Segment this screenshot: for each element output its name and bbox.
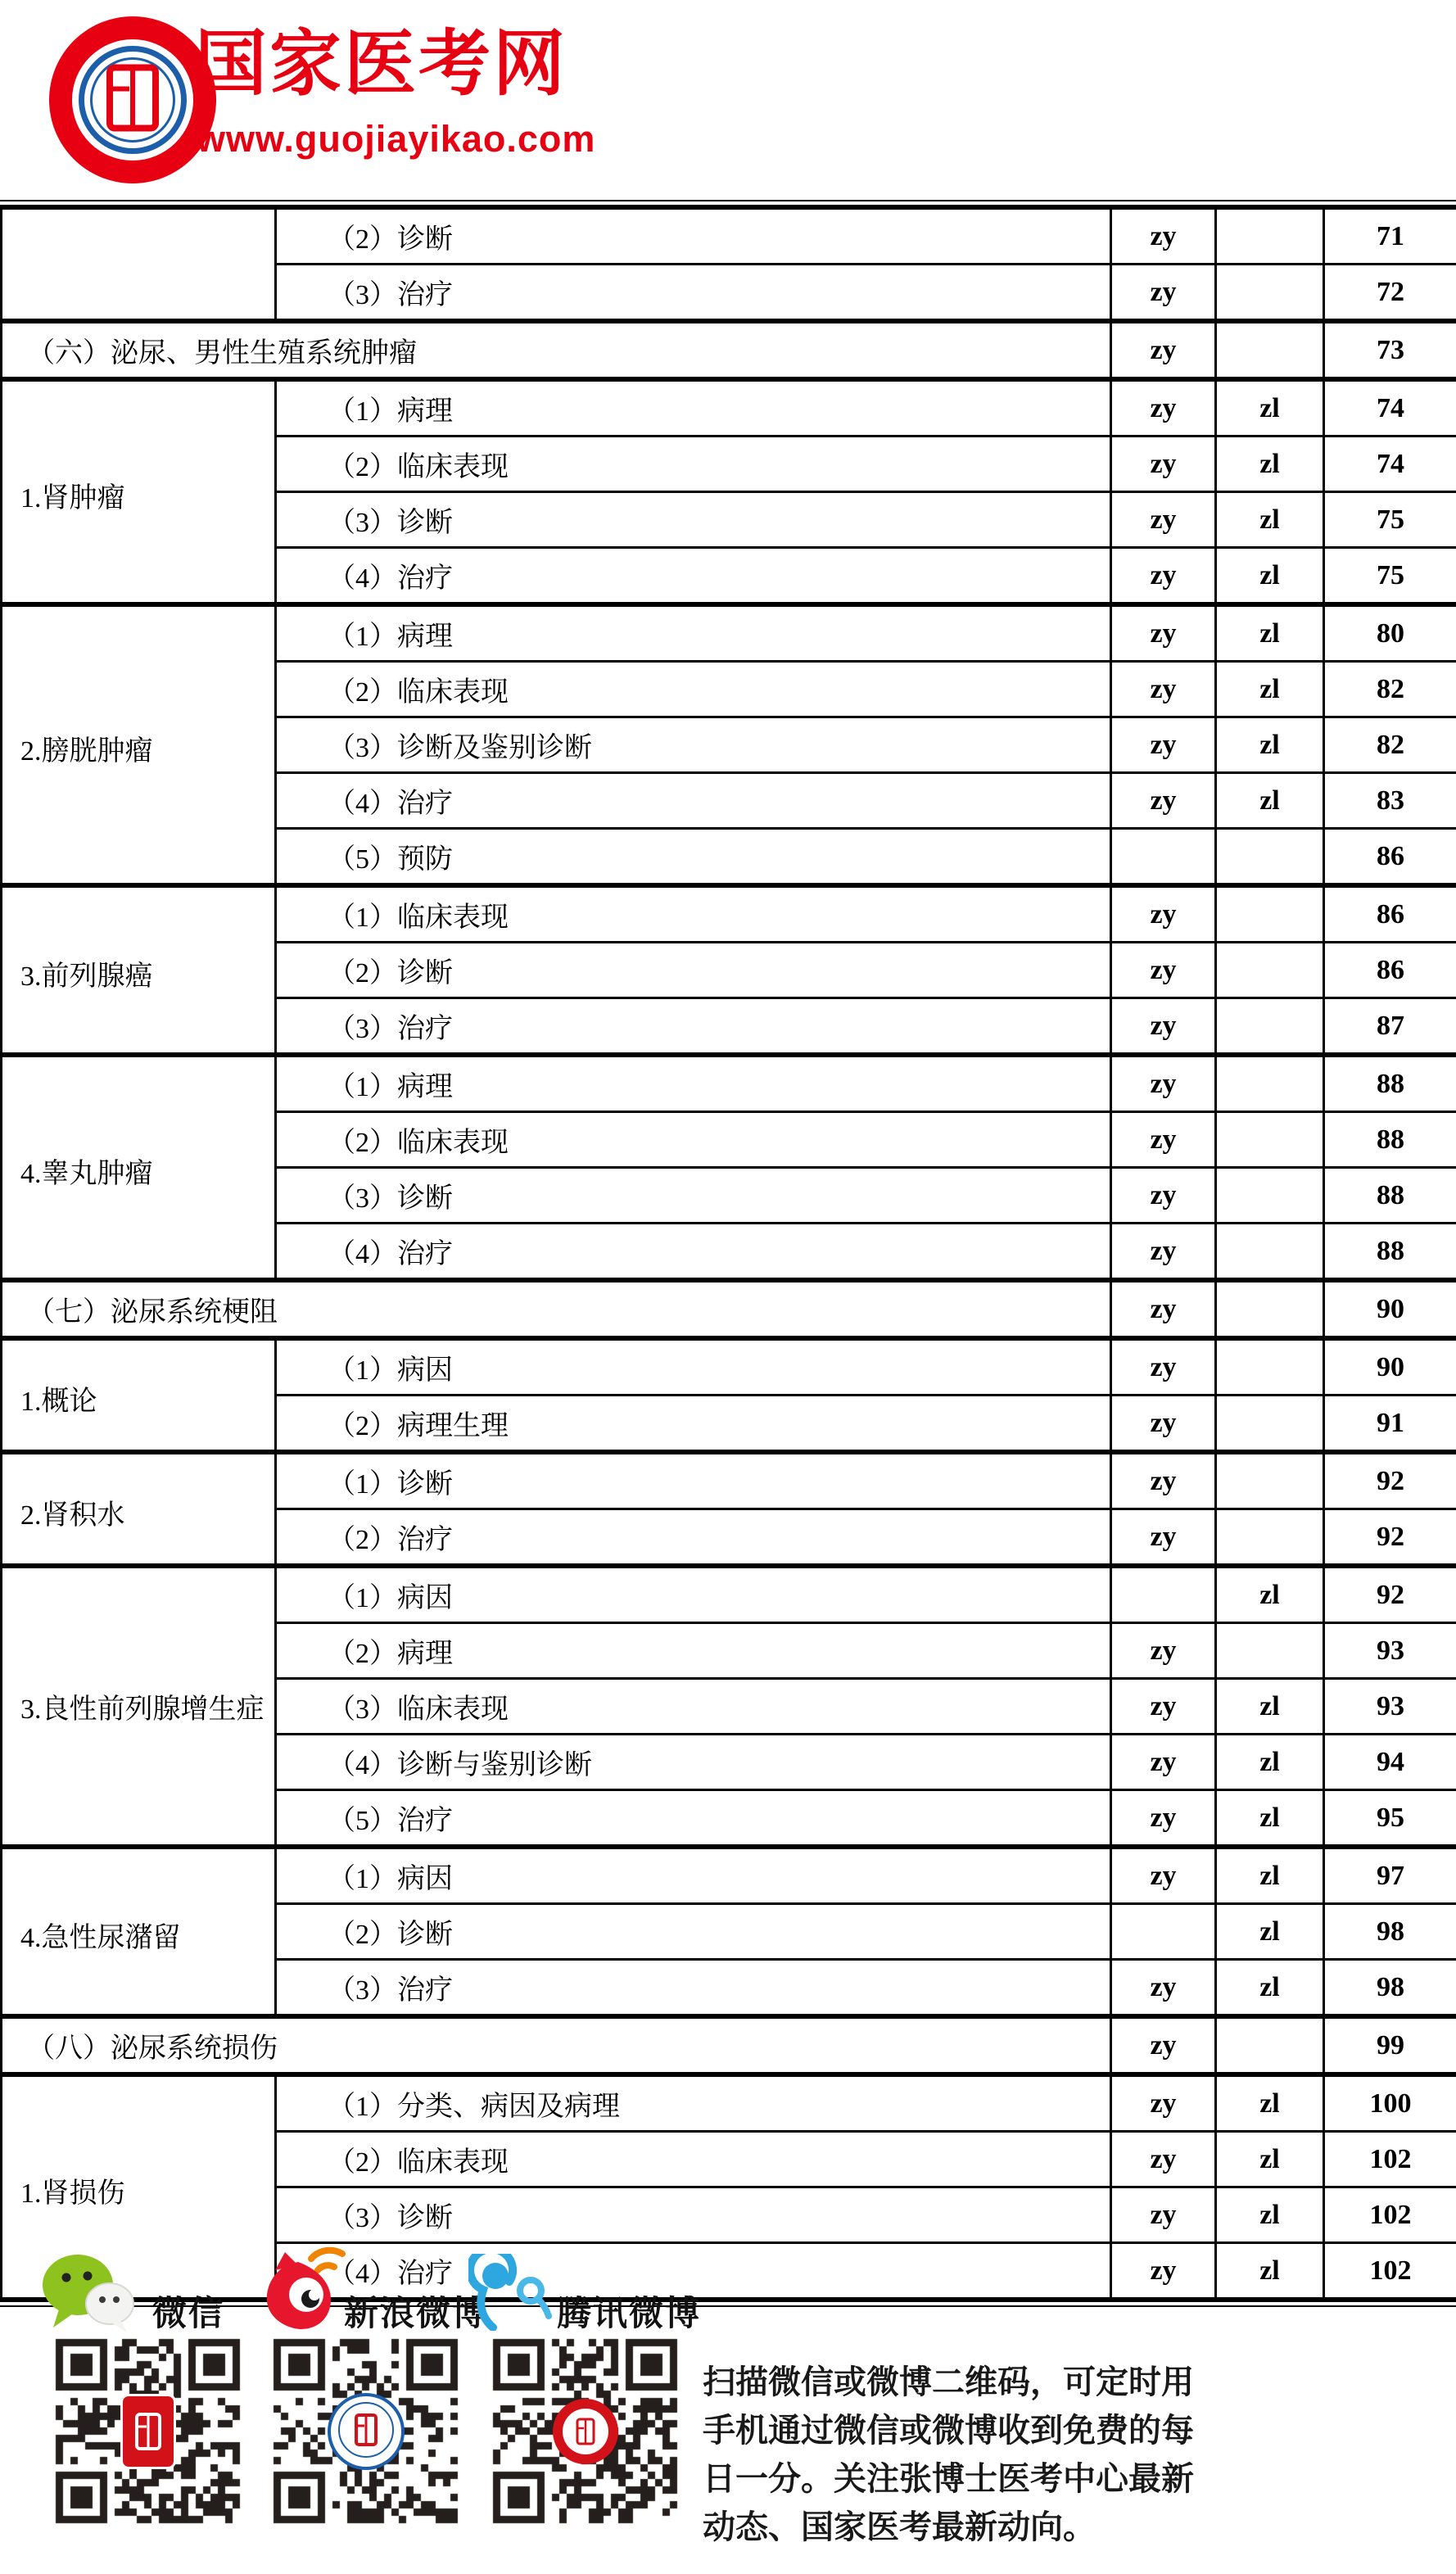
toc-topic-cell: （4）治疗	[276, 548, 1111, 605]
footer-note-line: 日一分。关注张博士医考中心最新	[703, 2461, 1194, 2497]
toc-zl-cell	[1216, 1338, 1324, 1396]
toc-zy-cell: zy	[1111, 379, 1216, 437]
toc-section-cell: 4.睾丸肿瘤	[2, 1055, 276, 1280]
toc-zy-cell: zy	[1111, 1790, 1216, 1848]
toc-section-cell: 1.概论	[2, 1338, 276, 1452]
toc-topic-cell: （八）泌尿系统损伤	[2, 2016, 1111, 2074]
toc-zy-cell: zy	[1111, 265, 1216, 322]
toc-zl-cell	[1216, 207, 1324, 265]
toc-row	[2, 2016, 1456, 2074]
toc-page-cell: 94	[1324, 1735, 1456, 1790]
tencent-weibo-qr-code	[490, 2336, 681, 2527]
page-footer	[0, 2249, 1456, 2574]
toc-zy-cell: zy	[1111, 943, 1216, 998]
wechat-icon	[41, 2252, 136, 2338]
toc-page-cell: 74	[1324, 437, 1456, 492]
toc-zl-cell: zl	[1216, 1904, 1324, 1960]
toc-zy-cell: zy	[1111, 492, 1216, 548]
toc-zl-cell: zl	[1216, 604, 1324, 662]
toc-zy-cell: zy	[1111, 1509, 1216, 1567]
toc-page-cell: 98	[1324, 1960, 1456, 2017]
toc-zl-cell	[1216, 321, 1324, 379]
toc-row	[2, 379, 1456, 437]
toc-row	[2, 1338, 1456, 1396]
sina-weibo-icon	[260, 2244, 347, 2337]
toc-zy-cell: zy	[1111, 717, 1216, 773]
toc-row	[2, 885, 1456, 943]
toc-zl-cell	[1216, 1112, 1324, 1168]
toc-section-cell: 1.肾肿瘤	[2, 379, 276, 604]
toc-page-cell: 93	[1324, 1623, 1456, 1679]
toc-row	[2, 1847, 1456, 1904]
toc-zy-cell: zy	[1111, 1055, 1216, 1112]
wechat-qr-code	[52, 2336, 244, 2527]
toc-zl-cell	[1216, 1224, 1324, 1281]
toc-topic-cell: （4）治疗	[276, 2243, 1111, 2300]
toc-page-cell: 90	[1324, 1280, 1456, 1338]
wechat-label: 微信	[152, 2294, 225, 2332]
toc-zy-cell: zy	[1111, 773, 1216, 829]
toc-section-cell	[2, 207, 276, 321]
toc-zl-cell	[1216, 265, 1324, 322]
toc-page-cell: 72	[1324, 265, 1456, 322]
toc-zy-cell: zy	[1111, 885, 1216, 943]
toc-topic-cell: （七）泌尿系统梗阻	[2, 1280, 1111, 1338]
toc-page-cell: 97	[1324, 1847, 1456, 1904]
toc-topic-cell: （2）临床表现	[276, 437, 1111, 492]
toc-topic-cell: （3）诊断及鉴别诊断	[276, 717, 1111, 773]
toc-page-cell: 86	[1324, 885, 1456, 943]
toc-zy-cell: zy	[1111, 1623, 1216, 1679]
toc-zy-cell: zy	[1111, 1224, 1216, 1281]
toc-topic-cell: （3）诊断	[276, 1168, 1111, 1224]
toc-zl-cell: zl	[1216, 1847, 1324, 1904]
sina-weibo-qr-code	[270, 2336, 462, 2527]
tencent-weibo-label: 腾讯微博	[557, 2294, 702, 2332]
toc-zy-cell: zy	[1111, 2074, 1216, 2132]
toc-section-cell: 2.膀胱肿瘤	[2, 604, 276, 885]
footer-note-line: 手机通过微信或微博收到免费的每	[703, 2413, 1194, 2449]
toc-zy-cell: zy	[1111, 2132, 1216, 2187]
toc-zy-cell: zy	[1111, 1960, 1216, 2017]
toc-zl-cell	[1216, 885, 1324, 943]
toc-zy-cell: zy	[1111, 437, 1216, 492]
toc-page-cell: 92	[1324, 1509, 1456, 1567]
toc-zl-cell: zl	[1216, 2187, 1324, 2243]
toc-row	[2, 2074, 1456, 2132]
toc-zl-cell: zl	[1216, 548, 1324, 605]
toc-zl-cell: zl	[1216, 662, 1324, 717]
toc-page-cell: 93	[1324, 1679, 1456, 1735]
toc-topic-cell: （1）临床表现	[276, 885, 1111, 943]
site-title: 国家医考网	[195, 23, 568, 104]
toc-row	[2, 1452, 1456, 1509]
toc-page-cell: 86	[1324, 943, 1456, 998]
toc-zl-cell	[1216, 1623, 1324, 1679]
toc-row	[2, 604, 1456, 662]
toc-zy-cell: zy	[1111, 2016, 1216, 2074]
tencent-weibo-icon	[468, 2254, 554, 2335]
site-logo	[49, 16, 216, 183]
toc-topic-cell: （3）临床表现	[276, 1679, 1111, 1735]
toc-zl-cell: zl	[1216, 1566, 1324, 1623]
toc-topic-cell: （2）诊断	[276, 1904, 1111, 1960]
toc-topic-cell: （1）诊断	[276, 1452, 1111, 1509]
toc-zl-cell: zl	[1216, 1790, 1324, 1848]
toc-topic-cell: （5）治疗	[276, 1790, 1111, 1848]
toc-topic-cell: （1）病理	[276, 379, 1111, 437]
toc-topic-cell: （1）分类、病因及病理	[276, 2074, 1111, 2132]
toc-topic-cell: （1）病因	[276, 1338, 1111, 1396]
toc-zl-cell: zl	[1216, 1679, 1324, 1735]
toc-zl-cell	[1216, 1055, 1324, 1112]
toc-page-cell: 80	[1324, 604, 1456, 662]
toc-row	[2, 1055, 1456, 1112]
toc-row	[2, 1566, 1456, 1623]
toc-zy-cell: zy	[1111, 1168, 1216, 1224]
footer-note-line: 动态、国家医考最新动向。	[703, 2509, 1096, 2545]
toc-row	[2, 1280, 1456, 1338]
toc-zl-cell	[1216, 2016, 1324, 2074]
toc-zl-cell: zl	[1216, 379, 1324, 437]
toc-page-cell: 102	[1324, 2187, 1456, 2243]
toc-page-cell: 91	[1324, 1396, 1456, 1453]
toc-page-cell: 88	[1324, 1112, 1456, 1168]
toc-zy-cell: zy	[1111, 1338, 1216, 1396]
toc-section-cell: 3.前列腺癌	[2, 885, 276, 1055]
toc-zl-cell	[1216, 1280, 1324, 1338]
toc-page-cell: 88	[1324, 1168, 1456, 1224]
toc-zl-cell	[1216, 943, 1324, 998]
toc-section-cell: 3.良性前列腺增生症	[2, 1566, 276, 1847]
toc-page-cell: 83	[1324, 773, 1456, 829]
toc-zy-cell: zy	[1111, 1679, 1216, 1735]
toc-topic-cell: （2）诊断	[276, 943, 1111, 998]
toc-zy-cell: zy	[1111, 662, 1216, 717]
toc-page-cell: 73	[1324, 321, 1456, 379]
toc-page-cell: 95	[1324, 1790, 1456, 1848]
toc-zy-cell	[1111, 1904, 1216, 1960]
toc-section-cell: 1.肾损伤	[2, 2074, 276, 2300]
toc-zl-cell: zl	[1216, 437, 1324, 492]
toc-table	[0, 205, 1456, 2302]
toc-topic-cell: （2）诊断	[276, 207, 1111, 265]
toc-topic-cell: （3）治疗	[276, 1960, 1111, 2017]
toc-page-cell: 71	[1324, 207, 1456, 265]
toc-zl-cell: zl	[1216, 2243, 1324, 2300]
toc-topic-cell: （4）治疗	[276, 1224, 1111, 1281]
toc-topic-cell: （3）诊断	[276, 2187, 1111, 2243]
toc-zy-cell: zy	[1111, 998, 1216, 1056]
toc-page-cell: 88	[1324, 1055, 1456, 1112]
toc-page-cell: 92	[1324, 1566, 1456, 1623]
toc-page-cell: 98	[1324, 1904, 1456, 1960]
sina-weibo-label: 新浪微博	[344, 2294, 489, 2332]
toc-zl-cell	[1216, 1396, 1324, 1453]
toc-section-cell: 2.肾积水	[2, 1452, 276, 1566]
toc-page-cell: 99	[1324, 2016, 1456, 2074]
toc-topic-cell: （1）病理	[276, 604, 1111, 662]
toc-table-body	[2, 207, 1456, 2300]
toc-row	[2, 207, 1456, 265]
toc-topic-cell: （2）临床表现	[276, 2132, 1111, 2187]
toc-topic-cell: （1）病理	[276, 1055, 1111, 1112]
footer-note-line: 扫描微信或微博二维码，可定时用	[703, 2364, 1194, 2400]
toc-topic-cell: （3）诊断	[276, 492, 1111, 548]
logo-glyph-icon	[106, 65, 159, 136]
toc-zl-cell	[1216, 1168, 1324, 1224]
toc-zy-cell: zy	[1111, 1280, 1216, 1338]
toc-zl-cell	[1216, 1509, 1324, 1567]
toc-topic-cell: （2）治疗	[276, 1509, 1111, 1567]
toc-page-cell: 90	[1324, 1338, 1456, 1396]
page-header	[0, 0, 1456, 201]
toc-topic-cell: （3）治疗	[276, 998, 1111, 1056]
toc-zy-cell	[1111, 829, 1216, 886]
toc-page-cell: 82	[1324, 662, 1456, 717]
toc-zy-cell: zy	[1111, 321, 1216, 379]
toc-zl-cell: zl	[1216, 1960, 1324, 2017]
toc-topic-cell: （2）病理	[276, 1623, 1111, 1679]
toc-page-cell: 87	[1324, 998, 1456, 1056]
toc-zy-cell: zy	[1111, 1452, 1216, 1509]
toc-page-cell: 92	[1324, 1452, 1456, 1509]
toc-page-cell: 75	[1324, 492, 1456, 548]
qr-center-logo	[553, 2399, 618, 2464]
qr-center-logo	[328, 2393, 405, 2470]
qr-center-logo	[120, 2394, 176, 2469]
toc-section	[0, 201, 1456, 2307]
toc-zl-cell: zl	[1216, 1735, 1324, 1790]
toc-zl-cell: zl	[1216, 2074, 1324, 2132]
toc-zy-cell: zy	[1111, 604, 1216, 662]
toc-topic-cell: （3）治疗	[276, 265, 1111, 322]
footer-note	[703, 2359, 1276, 2552]
toc-zy-cell: zy	[1111, 2187, 1216, 2243]
toc-zl-cell	[1216, 829, 1324, 886]
toc-topic-cell: （5）预防	[276, 829, 1111, 886]
toc-row	[2, 321, 1456, 379]
toc-zy-cell	[1111, 1566, 1216, 1623]
toc-page-cell: 86	[1324, 829, 1456, 886]
toc-topic-cell: （4）治疗	[276, 773, 1111, 829]
toc-zy-cell: zy	[1111, 1112, 1216, 1168]
toc-topic-cell: （2）临床表现	[276, 1112, 1111, 1168]
toc-zl-cell: zl	[1216, 492, 1324, 548]
toc-topic-cell: （六）泌尿、男性生殖系统肿瘤	[2, 321, 1111, 379]
toc-topic-cell: （2）临床表现	[276, 662, 1111, 717]
toc-page-cell: 88	[1324, 1224, 1456, 1281]
toc-page-cell: 75	[1324, 548, 1456, 605]
toc-section-cell: 4.急性尿潴留	[2, 1847, 276, 2016]
toc-zy-cell: zy	[1111, 2243, 1216, 2300]
toc-zl-cell	[1216, 1452, 1324, 1509]
toc-topic-cell: （1）病因	[276, 1847, 1111, 1904]
toc-zy-cell: zy	[1111, 207, 1216, 265]
toc-zl-cell: zl	[1216, 717, 1324, 773]
toc-zl-cell: zl	[1216, 773, 1324, 829]
toc-zl-cell: zl	[1216, 2132, 1324, 2187]
toc-zy-cell: zy	[1111, 1396, 1216, 1453]
toc-topic-cell: （1）病因	[276, 1566, 1111, 1623]
toc-zy-cell: zy	[1111, 1847, 1216, 1904]
toc-page-cell: 74	[1324, 379, 1456, 437]
toc-topic-cell: （2）病理生理	[276, 1396, 1111, 1453]
toc-page-cell: 102	[1324, 2132, 1456, 2187]
toc-topic-cell: （4）诊断与鉴别诊断	[276, 1735, 1111, 1790]
toc-zl-cell	[1216, 998, 1324, 1056]
toc-zy-cell: zy	[1111, 548, 1216, 605]
toc-page-cell: 82	[1324, 717, 1456, 773]
toc-page-cell: 102	[1324, 2243, 1456, 2300]
toc-zy-cell: zy	[1111, 1735, 1216, 1790]
toc-page-cell: 100	[1324, 2074, 1456, 2132]
site-url: www.guojiayikao.com	[197, 118, 596, 160]
